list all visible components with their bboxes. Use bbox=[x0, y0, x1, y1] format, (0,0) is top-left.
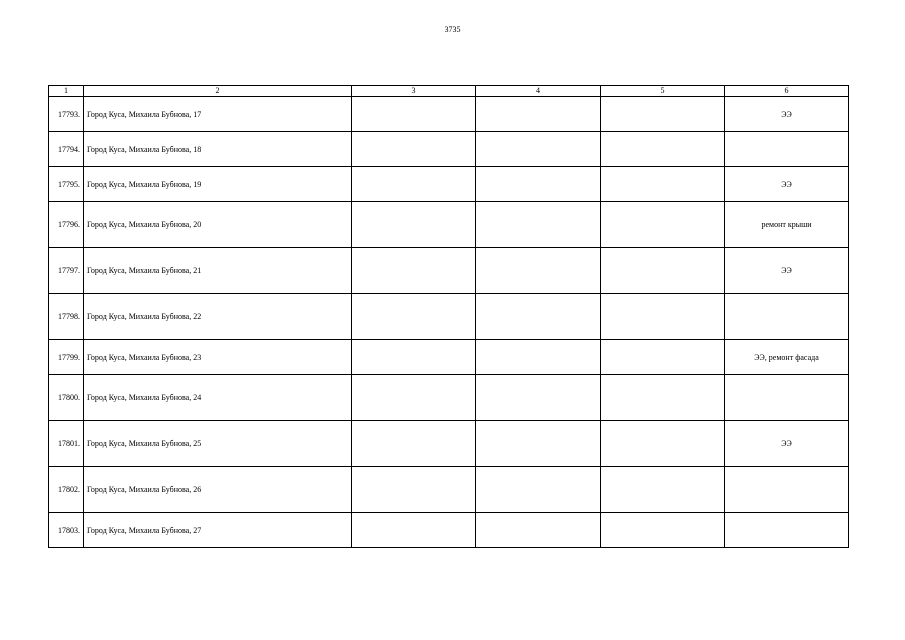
row-cell-6: ЭЭ, ремонт фасада bbox=[725, 340, 849, 375]
column-header-6: 6 bbox=[725, 86, 849, 97]
row-cell-5 bbox=[601, 467, 725, 513]
row-number: 17799. bbox=[49, 340, 84, 375]
row-number: 17803. bbox=[49, 513, 84, 548]
table-row bbox=[49, 340, 849, 375]
row-cell-3 bbox=[352, 202, 476, 248]
row-cell-6: ЭЭ bbox=[725, 167, 849, 202]
row-cell-4 bbox=[476, 340, 601, 375]
row-cell-6: ЭЭ bbox=[725, 248, 849, 294]
row-cell-3 bbox=[352, 167, 476, 202]
row-address: Город Куса, Михаила Бубнова, 26 bbox=[84, 467, 352, 513]
row-cell-4 bbox=[476, 513, 601, 548]
row-cell-6 bbox=[725, 294, 849, 340]
row-address: Город Куса, Михаила Бубнова, 23 bbox=[84, 340, 352, 375]
row-cell-6 bbox=[725, 467, 849, 513]
row-address: Город Куса, Михаила Бубнова, 25 bbox=[84, 421, 352, 467]
table-row bbox=[49, 132, 849, 167]
row-cell-5 bbox=[601, 294, 725, 340]
column-header-1: 1 bbox=[49, 86, 84, 97]
row-cell-3 bbox=[352, 513, 476, 548]
table-row bbox=[49, 421, 849, 467]
row-cell-5 bbox=[601, 97, 725, 132]
row-number: 17796. bbox=[49, 202, 84, 248]
table-row bbox=[49, 167, 849, 202]
row-cell-5 bbox=[601, 167, 725, 202]
row-cell-6: ремонт крыши bbox=[725, 202, 849, 248]
row-cell-4 bbox=[476, 375, 601, 421]
row-cell-6: ЭЭ bbox=[725, 421, 849, 467]
column-header-3: 3 bbox=[352, 86, 476, 97]
header-row bbox=[49, 86, 849, 97]
row-cell-4 bbox=[476, 167, 601, 202]
page-number: 3735 bbox=[444, 25, 461, 34]
row-cell-3 bbox=[352, 375, 476, 421]
row-cell-5 bbox=[601, 248, 725, 294]
table-row bbox=[49, 294, 849, 340]
row-cell-3 bbox=[352, 248, 476, 294]
row-number: 17797. bbox=[49, 248, 84, 294]
row-cell-3 bbox=[352, 340, 476, 375]
column-header-2: 2 bbox=[84, 86, 352, 97]
row-cell-5 bbox=[601, 375, 725, 421]
row-number: 17793. bbox=[49, 97, 84, 132]
row-address: Город Куса, Михаила Бубнова, 19 bbox=[84, 167, 352, 202]
row-address: Город Куса, Михаила Бубнова, 18 bbox=[84, 132, 352, 167]
row-cell-5 bbox=[601, 202, 725, 248]
table-row bbox=[49, 97, 849, 132]
row-cell-4 bbox=[476, 248, 601, 294]
table-row bbox=[49, 513, 849, 548]
row-address: Город Куса, Михаила Бубнова, 20 bbox=[84, 202, 352, 248]
row-cell-5 bbox=[601, 132, 725, 167]
row-number: 17801. bbox=[49, 421, 84, 467]
row-cell-4 bbox=[476, 421, 601, 467]
table-row bbox=[49, 202, 849, 248]
row-cell-6 bbox=[725, 132, 849, 167]
row-cell-5 bbox=[601, 421, 725, 467]
row-number: 17798. bbox=[49, 294, 84, 340]
row-address: Город Куса, Михаила Бубнова, 17 bbox=[84, 97, 352, 132]
table-row bbox=[49, 248, 849, 294]
row-cell-3 bbox=[352, 421, 476, 467]
row-address: Город Куса, Михаила Бубнова, 27 bbox=[84, 513, 352, 548]
row-cell-3 bbox=[352, 467, 476, 513]
row-cell-6 bbox=[725, 375, 849, 421]
table-row bbox=[49, 375, 849, 421]
row-address: Город Куса, Михаила Бубнова, 21 bbox=[84, 248, 352, 294]
row-cell-4 bbox=[476, 97, 601, 132]
row-number: 17794. bbox=[49, 132, 84, 167]
row-address: Город Куса, Михаила Бубнова, 24 bbox=[84, 375, 352, 421]
row-cell-3 bbox=[352, 97, 476, 132]
column-header-4: 4 bbox=[476, 86, 601, 97]
row-address: Город Куса, Михаила Бубнова, 22 bbox=[84, 294, 352, 340]
table-row bbox=[49, 467, 849, 513]
row-cell-5 bbox=[601, 340, 725, 375]
registry-table bbox=[48, 85, 849, 548]
row-number: 17802. bbox=[49, 467, 84, 513]
row-cell-4 bbox=[476, 202, 601, 248]
row-cell-4 bbox=[476, 467, 601, 513]
row-cell-4 bbox=[476, 132, 601, 167]
row-number: 17800. bbox=[49, 375, 84, 421]
row-number: 17795. bbox=[49, 167, 84, 202]
row-cell-3 bbox=[352, 294, 476, 340]
column-header-5: 5 bbox=[601, 86, 725, 97]
row-cell-6 bbox=[725, 513, 849, 548]
row-cell-6: ЭЭ bbox=[725, 97, 849, 132]
row-cell-5 bbox=[601, 513, 725, 548]
row-cell-4 bbox=[476, 294, 601, 340]
row-cell-3 bbox=[352, 132, 476, 167]
